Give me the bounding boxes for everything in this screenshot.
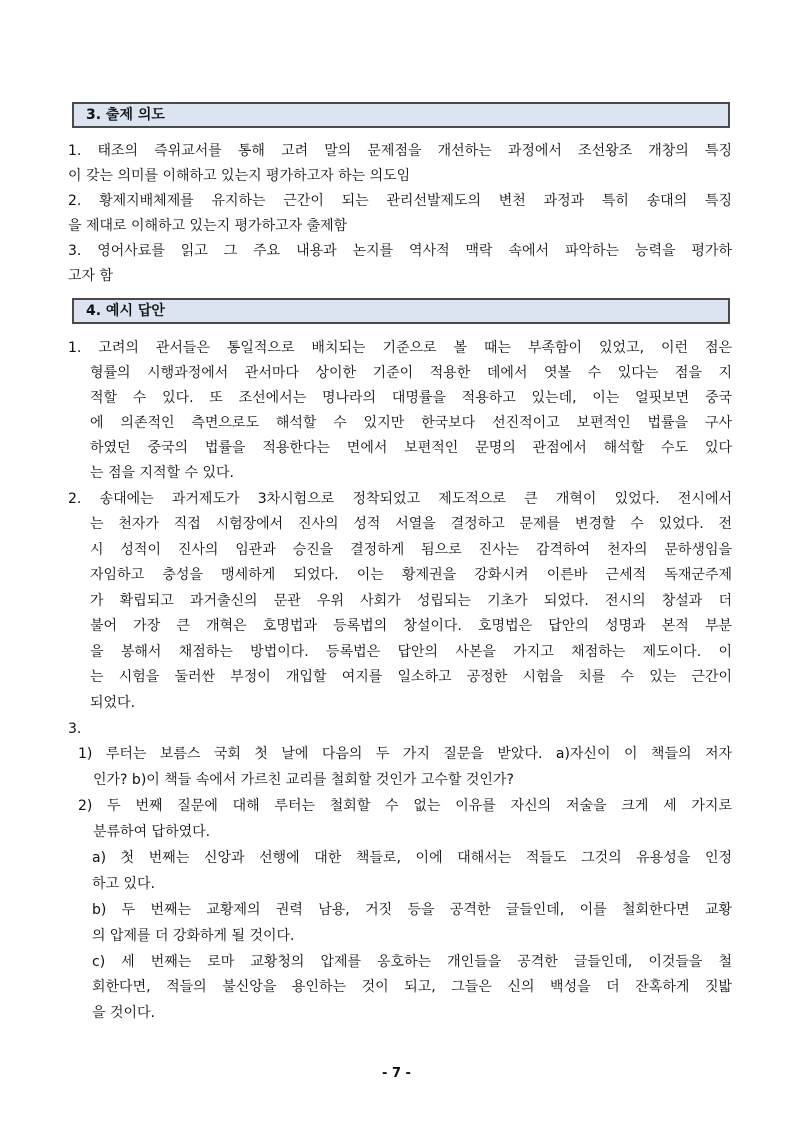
intent-line: 고자 함 (68, 268, 114, 284)
intent-line: 을 제대로 이해하고 있는지 평가하고자 출제함 (68, 218, 348, 234)
answer1-line: 1. 고려의 관서들은 통일적으로 배치되는 기준으로 볼 때는 부족함이 있었고, 이런 점은 (68, 340, 732, 356)
intent-line: 3. 영어사료를 읽고 그 주요 내용과 논지를 역사적 맥락 속에서 파악하는 능력을 평가하 (68, 243, 732, 259)
answer3-line: 인가? b)이 책들 속에서 가르친 교리를 철회할 것인가 고수할 것인가? (93, 772, 514, 788)
answer2-line: 는 시험을 둘러싼 부정이 개입할 여지를 일소하고 공정한 시험을 치를 수 있는 근간이 (90, 669, 732, 685)
answer3-line: 1) 루터는 보름스 국회 첫 날에 다음의 두 가지 질문을 받았다. a)자신이 이 책들의 저자 (78, 746, 732, 762)
answer3-line: 2) 두 번째 질문에 대해 루터는 철회할 수 없는 이유를 자신의 저술을 크게 세 가지로 (78, 798, 732, 814)
answer2-line: 자임하고 충성을 맹세하게 되었다. 이는 황제권을 강화시켜 이른바 근세적 독재군주제 (90, 567, 732, 583)
answer2-line: 시 성적이 진사의 임관과 승진을 결정하게 됨으로 진사는 감격하여 천자의 문하생임을 (90, 542, 732, 558)
answer1-line: 하였던 중국의 법률을 적용한다는 면에서 보편적인 문명의 관점에서 해석할 수도 있다 (90, 440, 732, 456)
answer2-line: 는 천자가 직접 시험장에서 진사의 성적 서열을 결정하고 문제를 변경할 수 있었다. 전 (90, 516, 732, 532)
intent-line: 2. 황제지배체제를 유지하는 근간이 되는 관리선발제도의 변천 과정과 특히 송대의 특징 (68, 193, 732, 209)
answer3-line: b) 두 번째는 교황제의 권력 남용, 거짓 등을 공격한 글들인데, 이를 철회한다면 교황 (92, 902, 732, 918)
section-header-answer: 4. 예시 답안 (72, 298, 730, 324)
answer2-line: 가 확립되고 과거출신의 문관 우위 사회가 성립되는 기초가 되었다. 전시의 창설과 더 (90, 593, 732, 609)
answer1-line: 에 의존적인 측면으로도 해석할 수 있지만 한국보다 선진적이고 보편적인 법률을 구사 (90, 415, 732, 431)
answer2-line: 불어 가장 큰 개혁은 호명법과 등록법의 창설이다. 호명법은 답안의 성명과 본적 부분 (90, 618, 732, 634)
answer3-line: 회한다면, 적들의 불신앙을 용인하는 것이 되고, 그들은 신의 백성을 더 잔혹하게 짓밟 (92, 979, 732, 995)
answer1-line: 는 점을 지적할 수 있다. (90, 465, 234, 481)
section-header-intent: 3. 출제 의도 (72, 102, 730, 128)
answer2-line: 2. 송대에는 과거제도가 3차시험으로 정착되었고 제도적으로 큰 개혁이 있었다. 전시에서 (68, 491, 732, 507)
intent-line: 이 갖는 의미를 이해하고 있는지 평가하고자 하는 의도임 (68, 168, 411, 184)
answer1-line: 형률의 시행과정에서 관서마다 상이한 기준이 적용한 데에서 엿볼 수 있다는 점을 지 (90, 365, 732, 381)
answer3-line: 분류하여 답하였다. (93, 824, 211, 840)
answer3-line: 을 것이다. (92, 1005, 155, 1021)
answer2-line: 을 봉해서 채점하는 방법이다. 등록법은 답안의 사본을 가지고 채점하는 제도이다. 이 (90, 644, 732, 660)
answer3-line: 의 압제를 더 강화하게 될 것이다. (92, 928, 295, 944)
answer3-line: 하고 있다. (92, 876, 155, 892)
answer3-number: 3. (68, 721, 82, 737)
answer1-line: 적할 수 있다. 또 조선에서는 명나라의 대명률을 적용하고 있는데, 이는 얼핏보면 중국 (90, 390, 732, 406)
answer2-line: 되었다. (90, 695, 136, 711)
intent-line: 1. 태조의 즉위교서를 통해 고려 말의 문제점을 개선하는 과정에서 조선왕조 개창의 특징 (68, 143, 732, 159)
answer3-line: c) 세 번째는 로마 교황청의 압제를 옹호하는 개인들을 공격한 글들인데, 이것들을 철 (92, 954, 732, 970)
answer3-line: a) 첫 번째는 신앙과 선행에 대한 책들로, 이에 대해서는 적들도 그것의 유용성을 인정 (92, 850, 732, 866)
page-number: - 7 - (382, 1066, 411, 1081)
